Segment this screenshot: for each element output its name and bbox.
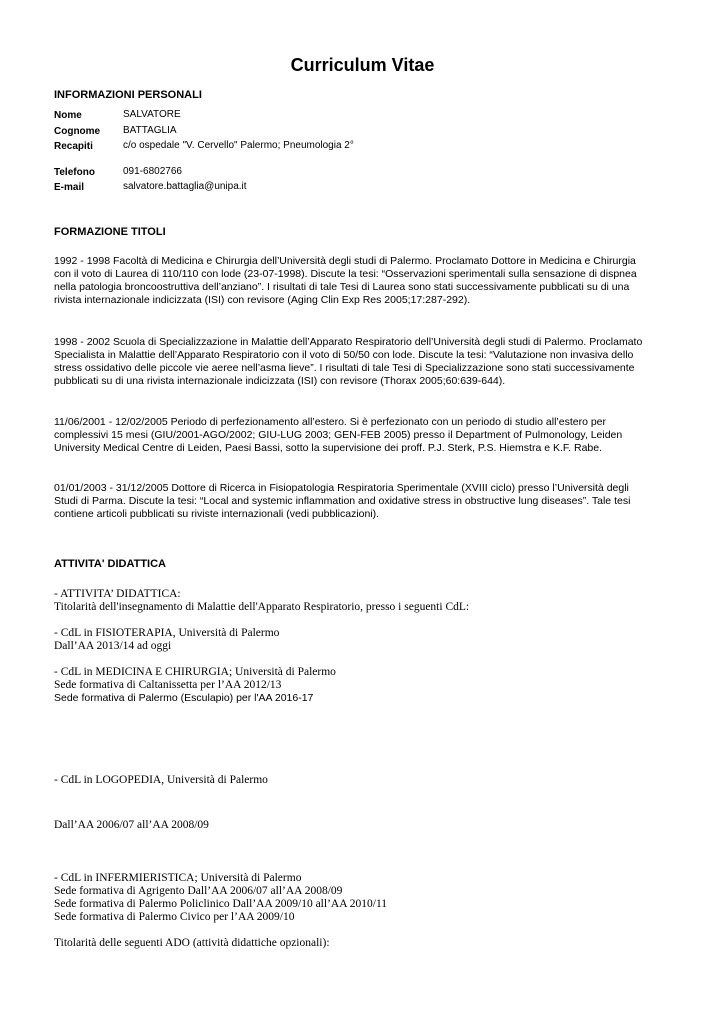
paragraph-line: complessivi 15 mesi (GIU/2001-AGO/2002; GIU-LUG 2003; GEN-FEB 2005) presso il Department of Pulmonology, Leiden: [54, 429, 623, 441]
section-heading-formazione: FORMAZIONE TITOLI: [54, 226, 166, 238]
email-label: E-mail: [54, 182, 85, 193]
paragraph-line: Specialista in Malattie dell’Apparato Respiratorio con il voto di 50/50 con lode. Discute la tesi: “Valutazione non invasiva dello: [54, 349, 634, 361]
formazione-paragraph-laurea: [54, 255, 672, 307]
text-line: Sede formativa di Palermo Policlinico Dall’AA 2009/10 all’AA 2010/11: [54, 898, 388, 910]
text-line: Dall’AA 2006/07 all’AA 2008/09: [54, 819, 209, 831]
paragraph-line: 11/06/2001 - 12/02/2005 Periodo di perfezionamento all’estero. Si è perfezionato con un periodo di studio all’estero per: [54, 416, 607, 428]
text-line: - CdL in MEDICINA E CHIRURGIA; Università di Palermo: [54, 666, 336, 678]
cdl-logopedia: [54, 774, 672, 787]
text-line: - CdL in INFERMIERISTICA; Università di Palermo: [54, 872, 302, 884]
formazione-paragraph-estero: [54, 416, 672, 455]
text-line: - CdL in LOGOPEDIA, Università di Palermo: [54, 774, 268, 786]
formazione-paragraph-specializzazione: [54, 336, 672, 388]
paragraph-line: Studi di Parma. Discute la tesi: “Local and systemic inflammation and oxidative stress in obstructive lung diseases”. Tale tesi: [54, 495, 631, 507]
email-value: salvatore.battaglia@unipa.it: [123, 181, 247, 192]
text-line: Titolarità dell'insegnamento di Malattie dell'Apparato Respiratorio, presso i seguenti CdL:: [54, 601, 470, 613]
ado-heading: [54, 937, 672, 950]
telefono-value: 091-6802766: [123, 166, 182, 177]
paragraph-line: nella patologia broncoostruttiva dell’anziano”. I risultati di tale Tesi di Laurea sono stati successivamente pubblicati su di una: [54, 281, 630, 293]
recapiti-value: c/o ospedale "V. Cervello" Palermo; Pneumologia 2°: [123, 140, 354, 151]
telefono-label: Telefono: [54, 167, 95, 178]
didattica-intro: [54, 588, 672, 614]
cognome-value: BATTAGLIA: [123, 125, 177, 136]
text-line: Sede formativa di Palermo Civico per l’AA 2009/10: [54, 911, 295, 923]
paragraph-line: rivista internazionale indicizzata (ISI) con revisore (Aging Clin Exp Res 2005;17:287-292).: [54, 294, 471, 306]
text-line: Sede formativa di Caltanissetta per l’AA 2012/13: [54, 679, 282, 691]
text-line: Dall’AA 2013/14 ad oggi: [54, 640, 172, 652]
paragraph-line: University Medical Centre di Leiden, Paesi Bassi, sotto la supervisione dei proff. P.J. Sterk, P.S. Hiemstra e K.F. Rabe.: [54, 442, 603, 454]
nome-value: SALVATORE: [123, 109, 181, 120]
paragraph-line: stress ossidativo delle piccole vie aeree nell’asma lieve”. I risultati di tale Tesi di Specializzazione sono stati successivamente: [54, 362, 635, 374]
paragraph-line: 1992 - 1998 Facoltà di Medicina e Chirurgia dell’Università degli studi di Palermo. Proclamato Dottore in Medicina e Chirurgia: [54, 255, 636, 267]
paragraph-line: contiene articoli pubblicati su riviste internazionali (vedi pubblicazioni).: [54, 508, 380, 520]
formazione-paragraph-dottorato: [54, 482, 672, 521]
cognome-label: Cognome: [54, 126, 101, 137]
page-title: Curriculum Vitae: [290, 55, 435, 75]
cdl-fisioterapia: [54, 627, 672, 653]
cdl-infermieristica: [54, 872, 672, 924]
text-line: - ATTIVITA’ DIDATTICA:: [54, 588, 181, 600]
text-line: Sede formativa di Palermo (Esculapio) per l'AA 2016-17: [54, 692, 314, 704]
cdl-logopedia-period: [54, 819, 672, 832]
text-line: Titolarità delle seguenti ADO (attività didattiche opzionali):: [54, 937, 330, 949]
cdl-medicina: [54, 666, 672, 705]
paragraph-line: con il voto di Laurea di 110/110 con lode (23-07-1998). Discute la tesi: “Osservazioni sperimentali sulla sensazione di dispnea: [54, 268, 637, 280]
section-heading-didattica: ATTIVITA' DIDATTICA: [54, 558, 166, 570]
text-line: - CdL in FISIOTERAPIA, Università di Palermo: [54, 627, 280, 639]
recapiti-label: Recapiti: [54, 141, 93, 152]
paragraph-line: 1998 - 2002 Scuola di Specializzazione in Malattie dell’Apparato Respiratorio dell’Università degli studi di Palermo. Proclamato: [54, 336, 643, 348]
paragraph-line: pubblicati su di una rivista internazionale indicizzata (ISI) con revisore (Thorax 2005;60:639-644).: [54, 375, 506, 387]
nome-label: Nome: [54, 110, 82, 121]
text-line: Sede formativa di Agrigento Dall’AA 2006/07 all’AA 2008/09: [54, 885, 343, 897]
section-heading-personal: INFORMAZIONI PERSONALI: [54, 89, 202, 101]
paragraph-line: 01/01/2003 - 31/12/2005 Dottore di Ricerca in Fisiopatologia Respiratoria Sperimentale (XVIII ciclo) presso l’Università degli: [54, 482, 629, 494]
